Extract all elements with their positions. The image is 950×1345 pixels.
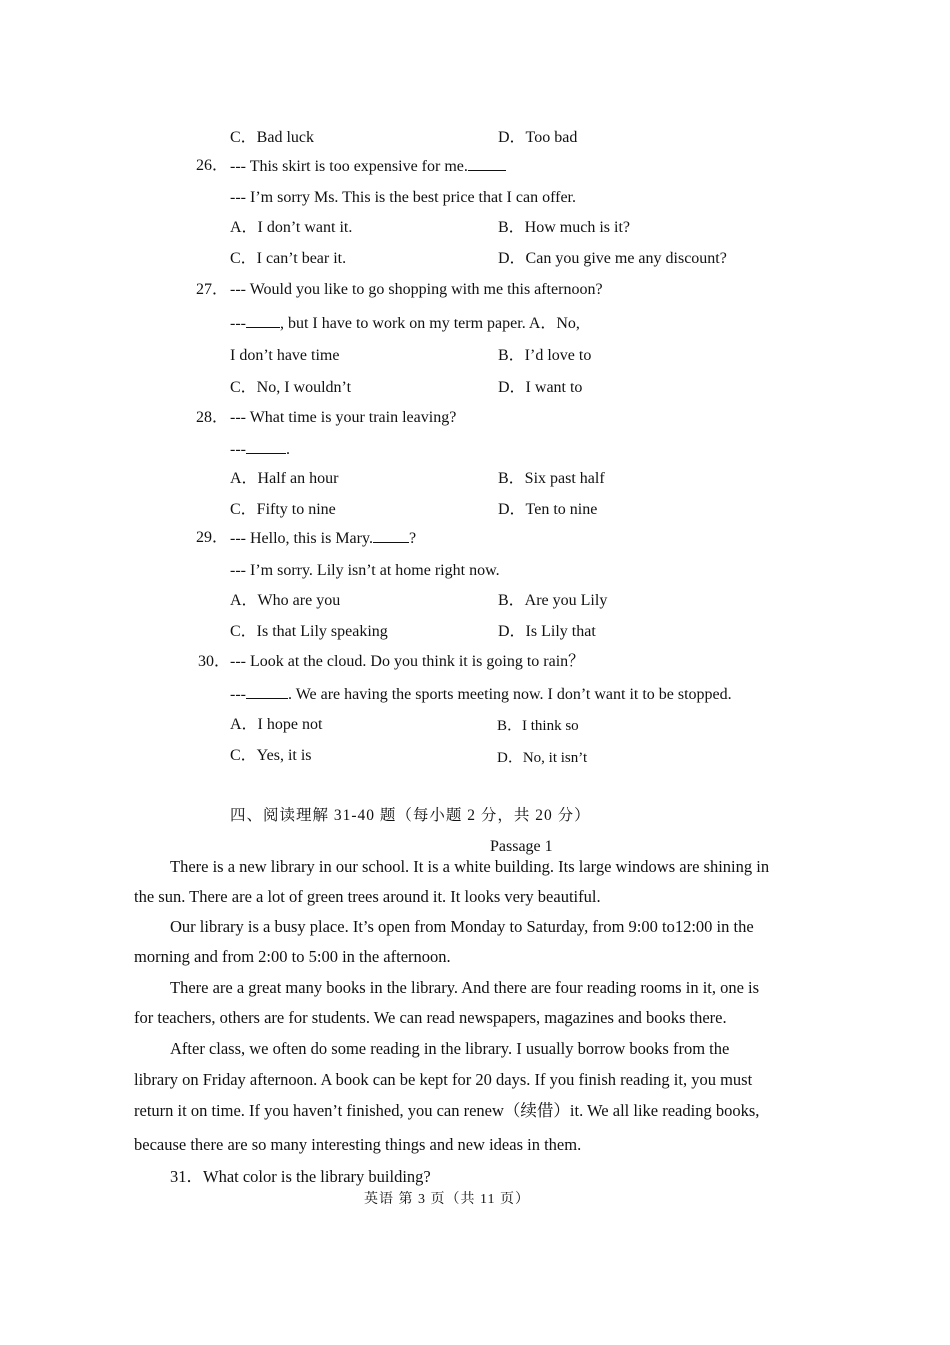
- q26-option-a[interactable]: A．I don’t want it.: [230, 219, 353, 236]
- q28-blank[interactable]: [246, 439, 286, 454]
- q27-option-c[interactable]: C．No, I wouldn’t: [230, 379, 352, 396]
- q28-option-c[interactable]: C．Fifty to nine: [230, 501, 336, 518]
- q30-option-b[interactable]: B．I think so: [497, 718, 579, 734]
- q29-option-b[interactable]: B．Are you Lily: [498, 592, 608, 609]
- paragraph-line: the sun. There are a lot of green trees around it. It looks very beautiful.: [134, 887, 601, 906]
- q26-line1: --- This skirt is too expensive for me.: [230, 158, 468, 175]
- q30-prompt: --- Look at the cloud. Do you think it is going to rain？: [230, 653, 585, 670]
- section-heading: 四、阅读理解 31-40 题（每小题 2 分，共 20 分）: [230, 807, 591, 824]
- q29-prompt-text: --- Hello, this is Mary.: [230, 530, 373, 547]
- q31-prompt: 31．What color is the library building?: [170, 1167, 431, 1186]
- paragraph-line: There are a great many books in the library. And there are four reading rooms in it, one is: [170, 978, 760, 997]
- paragraph-line: library on Friday afternoon. A book can be kept for 20 days. If you finish reading it, you must: [134, 1070, 753, 1089]
- q29-number: 29．: [196, 529, 229, 546]
- q26-prompt: [230, 156, 506, 177]
- q30-option-c[interactable]: C．Yes, it is: [230, 747, 312, 764]
- q26-blank[interactable]: [468, 156, 506, 171]
- q26-option-b[interactable]: B．How much is it?: [498, 219, 630, 236]
- paragraph-line: because there are so many interesting things and new ideas in them.: [134, 1135, 582, 1154]
- q27-blank[interactable]: [246, 313, 280, 328]
- q27-number: 27．: [196, 281, 229, 298]
- q25-option-d[interactable]: D．Too bad: [498, 129, 578, 146]
- q27-option-b[interactable]: B．I’d love to: [498, 347, 592, 364]
- q27-response-text: , but I have to work on my term paper. A．No,: [279, 315, 580, 332]
- q30-option-d[interactable]: D．No, it isn’t: [497, 750, 588, 766]
- q28-option-a[interactable]: A．Half an hour: [230, 470, 339, 487]
- q30-dash: ---: [230, 686, 246, 703]
- q28-option-b[interactable]: B．Six past half: [498, 470, 605, 487]
- q26-option-c[interactable]: C．I can’t bear it.: [230, 250, 347, 267]
- q26-response: --- I’m sorry Ms. This is the best price that I can offer.: [230, 189, 576, 206]
- paragraph-line: for teachers, others are for students. We can read newspapers, magazines and books there.: [134, 1008, 727, 1027]
- paragraph-line: After class, we often do some reading in the library. I usually borrow books from the: [170, 1039, 730, 1058]
- paragraph-line: return it on time. If you haven’t finished, you can renew（续借）it. We all like reading books,: [134, 1101, 760, 1120]
- q29-option-d[interactable]: D．Is Lily that: [498, 623, 596, 640]
- q28-number: 28．: [196, 409, 229, 426]
- q29-option-a[interactable]: A．Who are you: [230, 592, 341, 609]
- q27-option-a-cont[interactable]: I don’t have time: [230, 347, 340, 364]
- q30-response-text: . We are having the sports meeting now. I don’t want it to be stopped.: [287, 686, 732, 703]
- q29-question-mark: ?: [408, 530, 417, 547]
- q29-option-c[interactable]: C．Is that Lily speaking: [230, 623, 388, 640]
- q27-dash: ---: [230, 315, 246, 332]
- paragraph-line: There is a new library in our school. It is a white building. Its large windows are shining in: [170, 857, 770, 876]
- q30-response: [230, 684, 732, 705]
- q29-prompt: [230, 528, 416, 549]
- paragraph-line: morning and from 2:00 to 5:00 in the afternoon.: [134, 947, 451, 966]
- q25-option-c[interactable]: C．Bad luck: [230, 129, 314, 146]
- q26-option-d[interactable]: D．Can you give me any discount?: [498, 250, 727, 267]
- q30-number: 30．: [198, 653, 231, 670]
- q28-prompt: --- What time is your train leaving?: [230, 409, 457, 426]
- q28-response: [230, 439, 290, 460]
- q28-period: .: [285, 441, 290, 458]
- q29-response: --- I’m sorry. Lily isn’t at home right now.: [230, 562, 500, 579]
- q30-blank[interactable]: [246, 684, 288, 699]
- page-footer: 英语 第 3 页（共 11 页）: [364, 1192, 530, 1207]
- q28-dash: ---: [230, 441, 246, 458]
- q27-prompt: --- Would you like to go shopping with me this afternoon?: [230, 281, 603, 298]
- q26-number: 26．: [196, 157, 229, 174]
- q27-response: [230, 313, 580, 334]
- q29-blank[interactable]: [373, 528, 409, 543]
- q28-option-d[interactable]: D．Ten to nine: [498, 501, 598, 518]
- passage-title: Passage 1: [490, 838, 553, 855]
- paragraph-line: Our library is a busy place. It’s open from Monday to Saturday, from 9:00 to12:00 in the: [170, 917, 754, 936]
- q27-option-d[interactable]: D．I want to: [498, 379, 583, 396]
- q30-option-a[interactable]: A．I hope not: [230, 716, 323, 733]
